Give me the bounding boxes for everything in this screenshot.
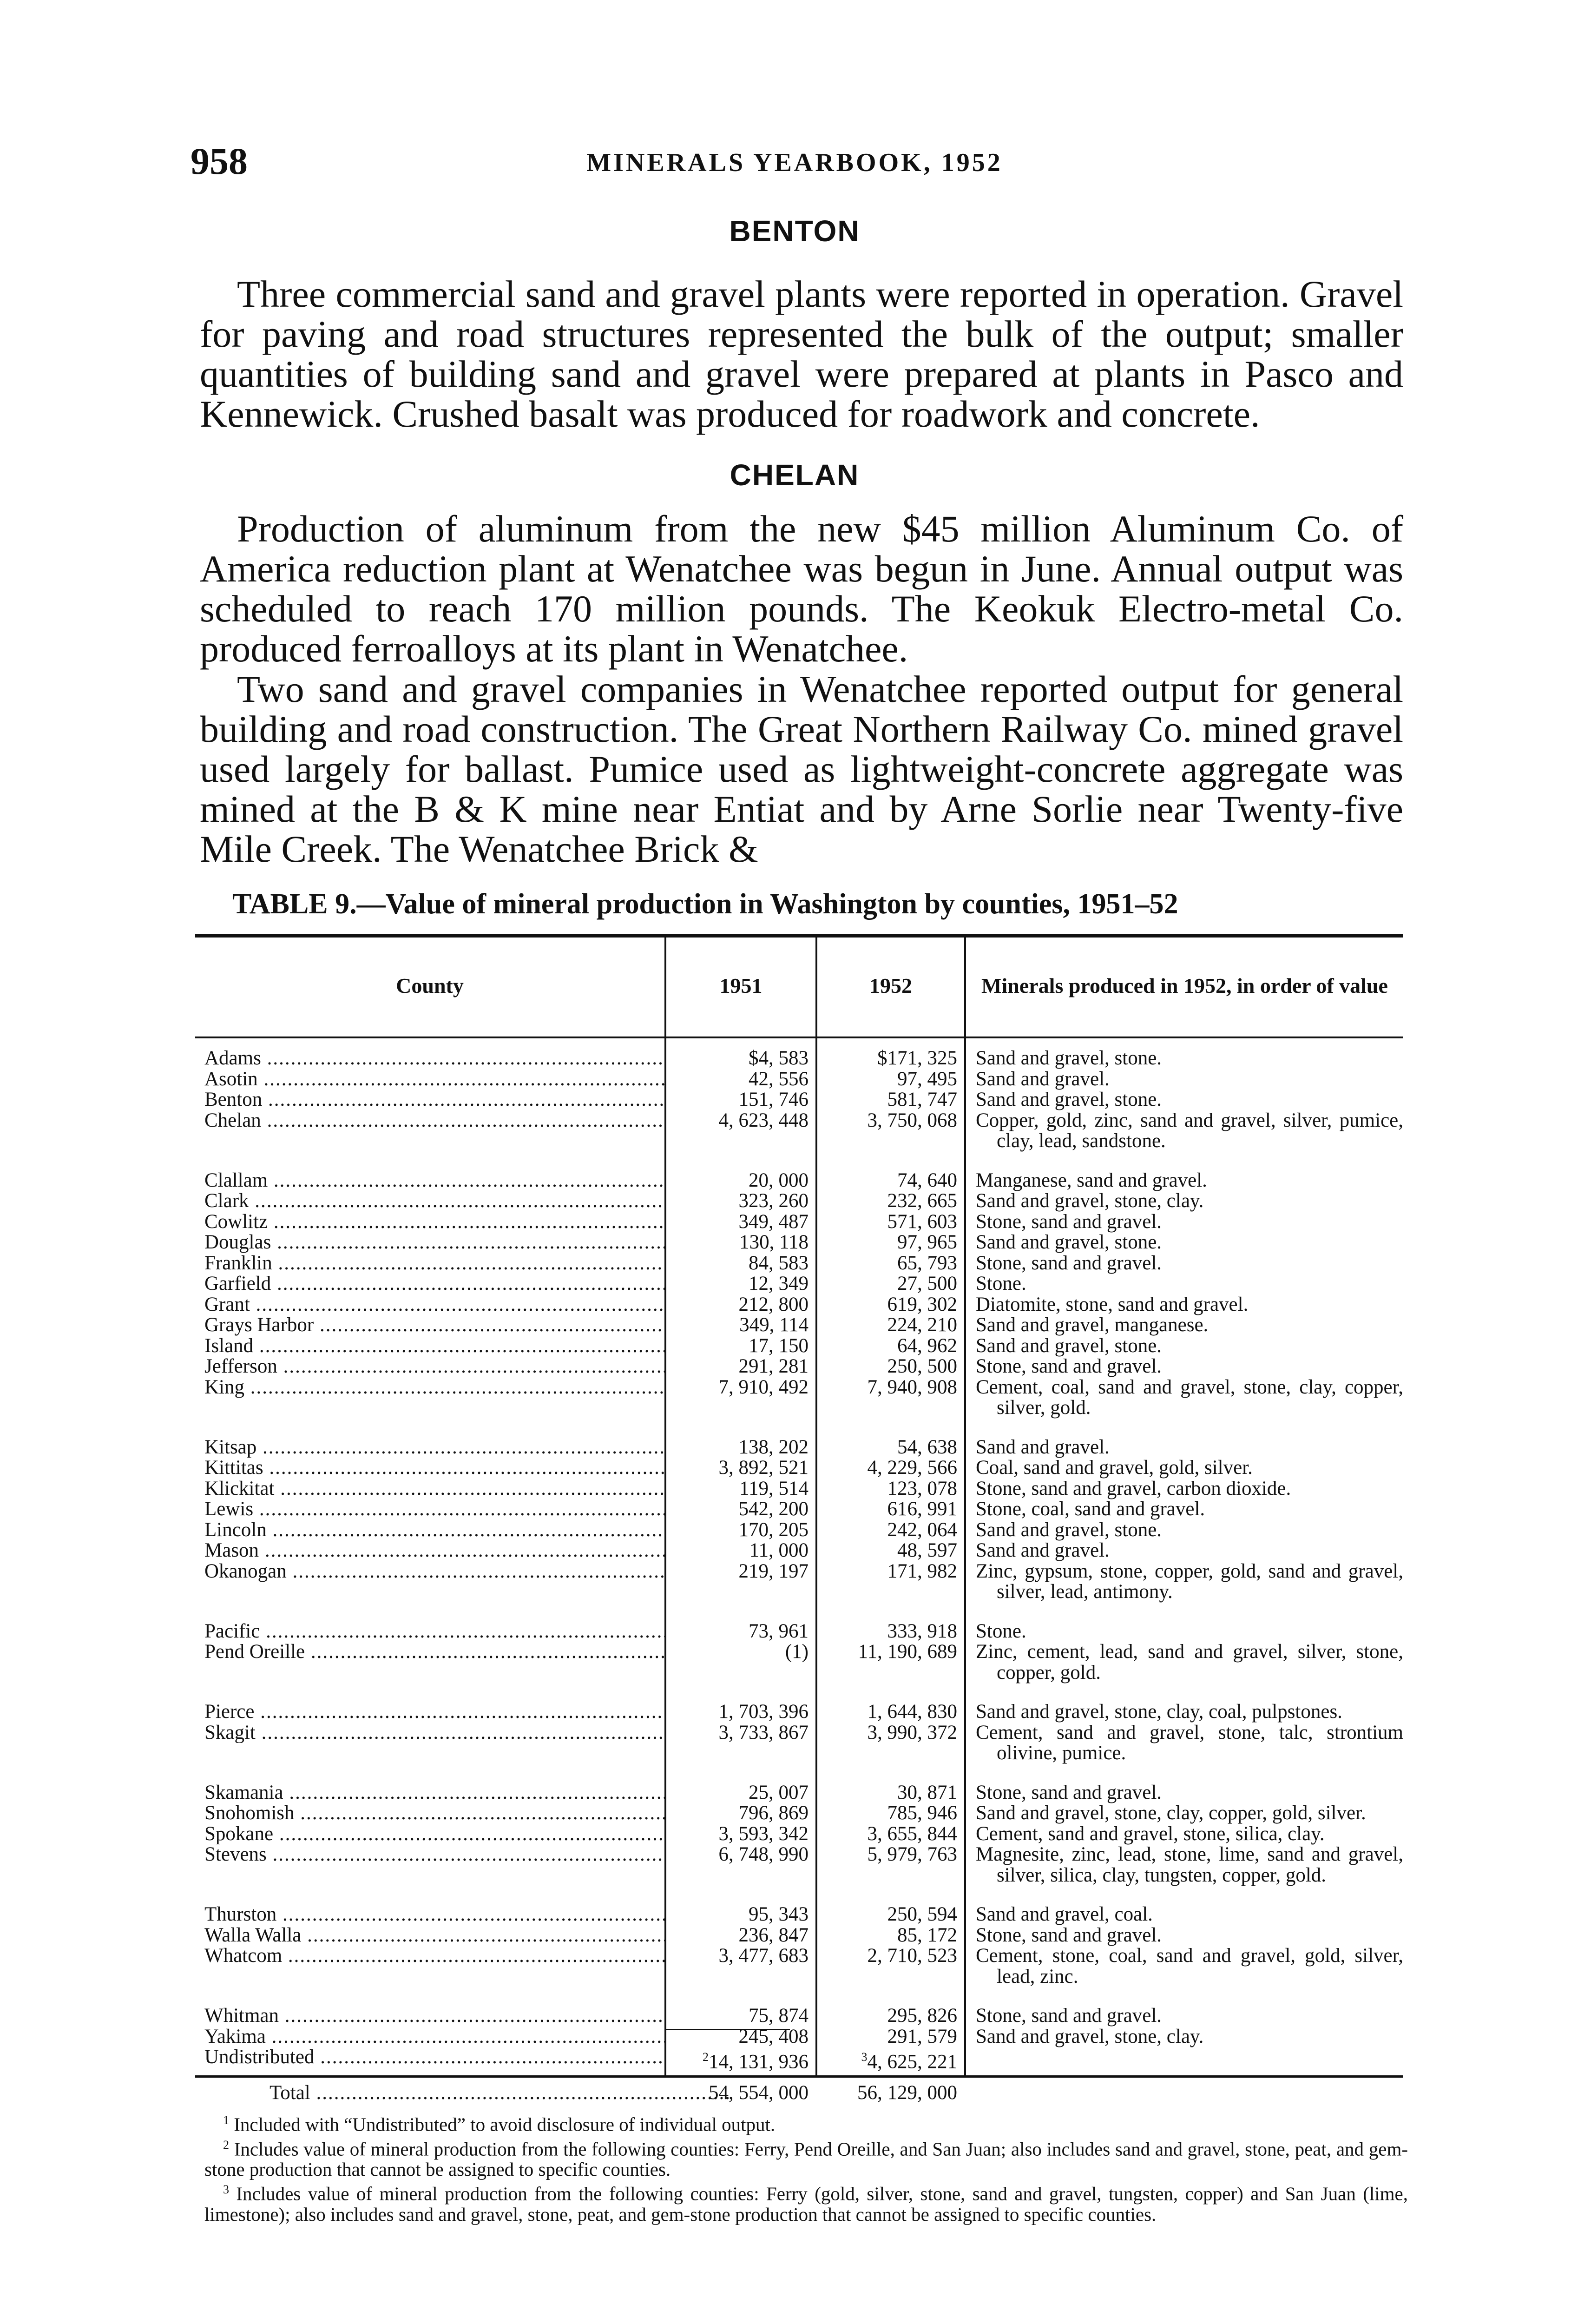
table-row bbox=[195, 1946, 1403, 1987]
minerals-produced: Stone, sand and gravel. bbox=[976, 1355, 1162, 1377]
value-1951: 42, 556 bbox=[749, 1068, 809, 1090]
minerals-produced: Stone, coal, sand and gravel. bbox=[976, 1498, 1205, 1520]
minerals-produced: Sand and gravel. bbox=[976, 1539, 1110, 1561]
value-1952: 3, 750, 068 bbox=[867, 1109, 957, 1131]
county-name: Yakima ..... bbox=[204, 2027, 664, 2047]
value-1952: 48, 597 bbox=[897, 1539, 957, 1561]
value-1951: $4, 583 bbox=[749, 1047, 809, 1069]
minerals-produced: Sand and gravel, stone. bbox=[976, 1519, 1162, 1541]
value-1952: 5, 979, 763 bbox=[867, 1843, 957, 1865]
value-1952: 123, 078 bbox=[887, 1477, 957, 1499]
value-1952: 11, 190, 689 bbox=[858, 1641, 957, 1663]
minerals-produced: Sand and gravel, stone, clay, coal, pulpstones. bbox=[976, 1701, 1342, 1723]
running-title: MINERALS YEARBOOK, 1952 bbox=[586, 148, 1003, 177]
table-row bbox=[195, 1170, 1403, 1191]
value-1951: 1, 703, 396 bbox=[718, 1701, 809, 1723]
value-1951: 542, 200 bbox=[738, 1498, 809, 1520]
county-name: Pierce ..... bbox=[204, 1702, 664, 1723]
value-1951: 119, 514 bbox=[739, 1477, 809, 1499]
minerals-produced: Sand and gravel, stone, clay. bbox=[976, 2025, 1204, 2047]
footnote-text: Includes value of mineral production from the following counties: Ferry (gold, silver, stone, sand and gravel, tungsten, copper) and San Juan (lime, limestone); also includes sand and gravel, stone, peat, and gem-stone production that cannot be assigned to specific counties. bbox=[204, 2183, 1408, 2225]
minerals-produced: Copper, gold, zinc, sand and gravel, silver, pumice, clay, lead, sandstone. bbox=[976, 1109, 1403, 1152]
value-1952: 85, 172 bbox=[897, 1924, 957, 1946]
minerals-produced: Manganese, sand and gravel. bbox=[976, 1169, 1207, 1191]
value-1951: 11, 000 bbox=[749, 1539, 809, 1561]
minerals-produced: Stone, sand and gravel. bbox=[976, 1781, 1162, 1803]
table-row bbox=[195, 1458, 1403, 1479]
value-1951: 12, 349 bbox=[749, 1273, 809, 1294]
value-1952: 64, 962 bbox=[897, 1334, 957, 1357]
minerals-produced: Sand and gravel, stone. bbox=[976, 1334, 1162, 1357]
table-row bbox=[195, 1253, 1403, 1274]
minerals-produced: Sand and gravel, stone, clay, copper, gold, silver. bbox=[976, 1802, 1366, 1824]
county-name: Skamania ..... bbox=[204, 1783, 664, 1803]
minerals-produced bbox=[976, 2047, 1403, 2068]
county-name: Thurston ..... bbox=[204, 1904, 664, 1925]
table-header-rule bbox=[195, 1037, 1403, 1038]
table-row bbox=[195, 1356, 1403, 1377]
table-row bbox=[195, 1274, 1403, 1294]
value-1952: 250, 500 bbox=[887, 1355, 957, 1377]
minerals-produced: Stone, sand and gravel. bbox=[976, 1924, 1162, 1946]
footnote-mark: 3 bbox=[223, 2183, 229, 2197]
value-1952: 242, 064 bbox=[887, 1519, 957, 1541]
county-name: Benton ..... bbox=[204, 1089, 664, 1110]
county-name: Spokane ..... bbox=[204, 1824, 664, 1845]
footnote-reference: 3 bbox=[861, 2050, 868, 2064]
county-name: Walla Walla ..... bbox=[204, 1925, 664, 1946]
minerals-produced: Sand and gravel. bbox=[976, 1436, 1110, 1458]
county-name: Grant ..... bbox=[204, 1294, 664, 1315]
table-row bbox=[195, 1212, 1403, 1233]
minerals-produced bbox=[976, 2083, 1403, 2104]
value-text: 14, 131, 936 bbox=[709, 2051, 809, 2073]
table-row bbox=[195, 1824, 1403, 1845]
value-1952: 616, 991 bbox=[887, 1498, 957, 1520]
county-name: Asotin ..... bbox=[204, 1069, 664, 1090]
table-row bbox=[195, 1561, 1403, 1603]
total-1951: 54, 554, 000 bbox=[709, 2081, 809, 2104]
footnote bbox=[204, 2110, 1408, 2135]
table-row bbox=[195, 1499, 1403, 1520]
value-1952: 65, 793 bbox=[897, 1252, 957, 1274]
county-name: Adams ..... bbox=[204, 1048, 664, 1069]
total-label: Total ..... bbox=[270, 2083, 730, 2104]
county-name: Whatcom ..... bbox=[204, 1946, 664, 1967]
value-1951: 73, 961 bbox=[749, 1620, 809, 1642]
county-name: Lincoln ..... bbox=[204, 1520, 664, 1541]
minerals-produced: Zinc, gypsum, stone, copper, gold, sand and gravel, silver, lead, antimony. bbox=[976, 1560, 1403, 1603]
footnote-reference: 2 bbox=[703, 2050, 709, 2064]
table-row bbox=[195, 1377, 1403, 1419]
table-row bbox=[195, 1069, 1403, 1090]
value-1951: 3, 593, 342 bbox=[718, 1822, 809, 1845]
value-1952 bbox=[820, 2047, 957, 2073]
chelan-paragraph-1: Production of aluminum from the new $45 million Aluminum Co. of America reduction plant at Wenatchee was begun in June. Annual output was scheduled to reach 170 million pounds. The Keokuk Electro-metal Co. produced ferroalloys at its plant in Wenatchee. bbox=[200, 508, 1403, 670]
county-name: Pacific ..... bbox=[204, 1621, 664, 1642]
value-1951: 291, 281 bbox=[738, 1355, 809, 1377]
section-heading-benton: BENTON bbox=[729, 214, 860, 248]
table-row bbox=[195, 2027, 1403, 2047]
county-name: Klickitat ..... bbox=[204, 1479, 664, 1499]
county-name: Lewis ..... bbox=[204, 1499, 664, 1520]
table-row bbox=[195, 1336, 1403, 1357]
table-row bbox=[195, 1925, 1403, 1946]
table-row bbox=[195, 1048, 1403, 1069]
value-1951 bbox=[669, 2047, 809, 2073]
table-row bbox=[195, 1540, 1403, 1561]
value-1952: 54, 638 bbox=[897, 1436, 957, 1458]
value-1951: 3, 733, 867 bbox=[718, 1721, 809, 1743]
value-1952: 3, 990, 372 bbox=[867, 1721, 957, 1743]
value-1952: 97, 965 bbox=[897, 1231, 957, 1253]
value-1951: 25, 007 bbox=[749, 1781, 809, 1803]
minerals-produced: Stone, sand and gravel. bbox=[976, 2005, 1162, 2027]
value-1951: 151, 746 bbox=[738, 1089, 809, 1110]
minerals-produced: Sand and gravel, stone. bbox=[976, 1089, 1162, 1110]
value-1952: 171, 982 bbox=[887, 1560, 957, 1582]
value-1952: 232, 665 bbox=[887, 1190, 957, 1212]
table-row bbox=[195, 1621, 1403, 1642]
table-row bbox=[195, 1783, 1403, 1803]
county-name: Whitman ..... bbox=[204, 2006, 664, 2027]
minerals-produced: Cement, sand and gravel, stone, silica, clay. bbox=[976, 1822, 1325, 1845]
footnote-mark: 2 bbox=[223, 2138, 229, 2152]
minerals-produced: Zinc, cement, lead, sand and gravel, silver, stone, copper, gold. bbox=[976, 1641, 1403, 1684]
value-1952: 571, 603 bbox=[887, 1210, 957, 1233]
value-1951: 323, 260 bbox=[738, 1190, 809, 1212]
minerals-produced: Sand and gravel, stone. bbox=[976, 1231, 1162, 1253]
table-caption: TABLE 9.—Value of mineral production in Washington by counties, 1951–52 bbox=[232, 888, 1178, 920]
county-name: Grays Harbor ..... bbox=[204, 1315, 664, 1336]
county-name: Mason ..... bbox=[204, 1540, 664, 1561]
footnote-text: Includes value of mineral production from the following counties: Ferry, Pend Oreille, and San Juan; also includes sand and gravel, stone, peat, and gem-stone production that cannot be assigned to specific counties. bbox=[204, 2138, 1408, 2180]
value-1951: 245, 408 bbox=[738, 2025, 809, 2047]
table-row bbox=[195, 1437, 1403, 1458]
value-1951: 6, 748, 990 bbox=[718, 1843, 809, 1865]
footnote bbox=[204, 2179, 1408, 2225]
value-1952: $171, 325 bbox=[877, 1047, 957, 1069]
chelan-paragraph-2: Two sand and gravel companies in Wenatchee reported output for general building and road construction. The Great Northern Railway Co. mined gravel used largely for ballast. Pumice used as lightweight-concrete aggregate was mined at the B & K mine near Entiat and by Arne Sorlie near Twenty-five Mile Creek. The Wenatchee Brick & bbox=[200, 668, 1403, 870]
table-row bbox=[195, 1904, 1403, 1925]
minerals-produced: Stone, sand and gravel. bbox=[976, 1252, 1162, 1274]
value-1951: 796, 869 bbox=[738, 1802, 809, 1824]
footnote-text: Included with “Undistributed” to avoid disclosure of individual output. bbox=[234, 2113, 776, 2135]
header-minerals: Minerals produced in 1952, in order of value bbox=[981, 973, 1388, 997]
county-name: Kittitas ..... bbox=[204, 1458, 664, 1479]
county-name: Kitsap ..... bbox=[204, 1437, 664, 1458]
minerals-produced: Coal, sand and gravel, gold, silver. bbox=[976, 1457, 1253, 1479]
county-name: Garfield ..... bbox=[204, 1274, 664, 1294]
table-row bbox=[195, 1294, 1403, 1315]
page-header bbox=[186, 139, 1403, 195]
section-heading-chelan: CHELAN bbox=[730, 458, 860, 492]
table-row bbox=[195, 1844, 1403, 1886]
minerals-produced: Stone, sand and gravel. bbox=[976, 1210, 1162, 1233]
value-1952: 27, 500 bbox=[897, 1273, 957, 1294]
minerals-produced: Sand and gravel. bbox=[976, 1068, 1110, 1090]
footnotes bbox=[204, 2110, 1408, 2225]
benton-paragraph: Three commercial sand and gravel plants were reported in operation. Gravel for paving and road structures represented the bulk of the output; smaller quantities of building sand and gravel were prepared at plants in Pasco and Kennewick. Crushed basalt was produced for roadwork and concrete. bbox=[200, 273, 1403, 435]
value-1951: 84, 583 bbox=[749, 1252, 809, 1274]
value-1952: 619, 302 bbox=[887, 1293, 957, 1315]
value-1952: 333, 918 bbox=[887, 1620, 957, 1642]
county-name: King ..... bbox=[204, 1377, 664, 1398]
footnote bbox=[204, 2135, 1408, 2180]
table-row bbox=[195, 1479, 1403, 1499]
value-1951: 130, 118 bbox=[739, 1231, 809, 1253]
value-1951: 75, 874 bbox=[749, 2005, 809, 2027]
minerals-produced: Diatomite, stone, sand and gravel. bbox=[976, 1293, 1249, 1315]
value-1952: 4, 229, 566 bbox=[867, 1457, 957, 1479]
header-county: County bbox=[396, 973, 464, 997]
value-1951: 349, 487 bbox=[738, 1210, 809, 1233]
value-1951: 236, 847 bbox=[738, 1924, 809, 1946]
value-1952: 74, 640 bbox=[897, 1169, 957, 1191]
table-row bbox=[195, 2006, 1403, 2027]
value-1952: 581, 747 bbox=[887, 1089, 957, 1110]
minerals-produced: Stone, sand and gravel, carbon dioxide. bbox=[976, 1477, 1291, 1499]
page-number: 958 bbox=[191, 140, 248, 182]
table-row bbox=[195, 1520, 1403, 1541]
minerals-produced: Stone. bbox=[976, 1273, 1026, 1294]
table-row bbox=[195, 1232, 1403, 1253]
minerals-produced: Cement, coal, sand and gravel, stone, clay, copper, silver, gold. bbox=[976, 1376, 1403, 1419]
value-1952: 7, 940, 908 bbox=[867, 1376, 957, 1398]
value-1951: 219, 197 bbox=[738, 1560, 809, 1582]
value-1951: 17, 150 bbox=[749, 1334, 809, 1357]
value-1951: 170, 205 bbox=[738, 1519, 809, 1541]
value-1951: 3, 477, 683 bbox=[718, 1945, 809, 1967]
value-1951: 212, 800 bbox=[738, 1293, 809, 1315]
total-row bbox=[195, 2083, 1403, 2104]
minerals-produced: Sand and gravel, stone. bbox=[976, 1047, 1162, 1069]
value-1952: 2, 710, 523 bbox=[867, 1945, 957, 1967]
value-1951: (1) bbox=[785, 1641, 809, 1663]
county-name: Pend Oreille ..... bbox=[204, 1642, 664, 1663]
table-row bbox=[195, 1315, 1403, 1336]
value-1951: 95, 343 bbox=[749, 1903, 809, 1925]
table-row bbox=[195, 1191, 1403, 1212]
table-row bbox=[195, 1803, 1403, 1824]
county-name: Stevens ..... bbox=[204, 1844, 664, 1865]
table-row bbox=[195, 1723, 1403, 1764]
value-1952: 1, 644, 830 bbox=[867, 1701, 957, 1723]
footnote-mark: 1 bbox=[223, 2113, 229, 2127]
county-name: Snohomish ..... bbox=[204, 1803, 664, 1824]
table-body bbox=[195, 1048, 1403, 2103]
minerals-produced: Sand and gravel, stone, clay. bbox=[976, 1190, 1204, 1212]
county-name: Jefferson ..... bbox=[204, 1356, 664, 1377]
total-1952: 56, 129, 000 bbox=[857, 2081, 957, 2104]
value-1951: 7, 910, 492 bbox=[718, 1376, 809, 1398]
value-1952: 785, 946 bbox=[887, 1802, 957, 1824]
county-name: Clallam ..... bbox=[204, 1170, 664, 1191]
county-name: Island ..... bbox=[204, 1336, 664, 1357]
county-name: Skagit ..... bbox=[204, 1723, 664, 1743]
minerals-produced: Magnesite, zinc, lead, stone, lime, sand and gravel, silver, silica, clay, tungsten, copper, gold. bbox=[976, 1843, 1403, 1886]
value-1952: 224, 210 bbox=[887, 1314, 957, 1336]
minerals-produced: Sand and gravel, manganese. bbox=[976, 1314, 1209, 1336]
table-row bbox=[195, 1110, 1403, 1152]
header-1952: 1952 bbox=[869, 973, 912, 997]
county-name: Undistributed ..... bbox=[204, 2047, 664, 2068]
table-row bbox=[195, 1642, 1403, 1683]
value-1951: 349, 114 bbox=[739, 1314, 809, 1336]
table-row bbox=[195, 1702, 1403, 1723]
value-text: 4, 625, 221 bbox=[867, 2051, 957, 2073]
minerals-produced: Sand and gravel, coal. bbox=[976, 1903, 1153, 1925]
value-1952: 295, 826 bbox=[887, 2005, 957, 2027]
value-1952: 97, 495 bbox=[897, 1068, 957, 1090]
county-name: Clark ..... bbox=[204, 1191, 664, 1212]
value-1952: 3, 655, 844 bbox=[867, 1822, 957, 1845]
header-1951: 1951 bbox=[719, 973, 762, 997]
value-1951: 138, 202 bbox=[738, 1436, 809, 1458]
value-1951: 20, 000 bbox=[749, 1169, 809, 1191]
value-1951: 3, 892, 521 bbox=[718, 1457, 809, 1479]
minerals-produced: Cement, stone, coal, sand and gravel, gold, silver, lead, zinc. bbox=[976, 1945, 1403, 1987]
county-name: Chelan ..... bbox=[204, 1110, 664, 1131]
county-name: Franklin ..... bbox=[204, 1253, 664, 1274]
value-1951: 4, 623, 448 bbox=[718, 1109, 809, 1131]
county-name: Douglas ..... bbox=[204, 1232, 664, 1253]
county-name: Okanogan ..... bbox=[204, 1561, 664, 1582]
value-1952: 291, 579 bbox=[887, 2025, 957, 2047]
value-1952: 250, 594 bbox=[887, 1903, 957, 1925]
table-row bbox=[195, 2047, 1403, 2073]
value-1952: 30, 871 bbox=[897, 1781, 957, 1803]
table-row bbox=[195, 1089, 1403, 1110]
minerals-produced: Stone. bbox=[976, 1620, 1026, 1642]
minerals-produced: Cement, sand and gravel, stone, talc, strontium olivine, pumice. bbox=[976, 1721, 1403, 1764]
county-name: Cowlitz ..... bbox=[204, 1212, 664, 1233]
